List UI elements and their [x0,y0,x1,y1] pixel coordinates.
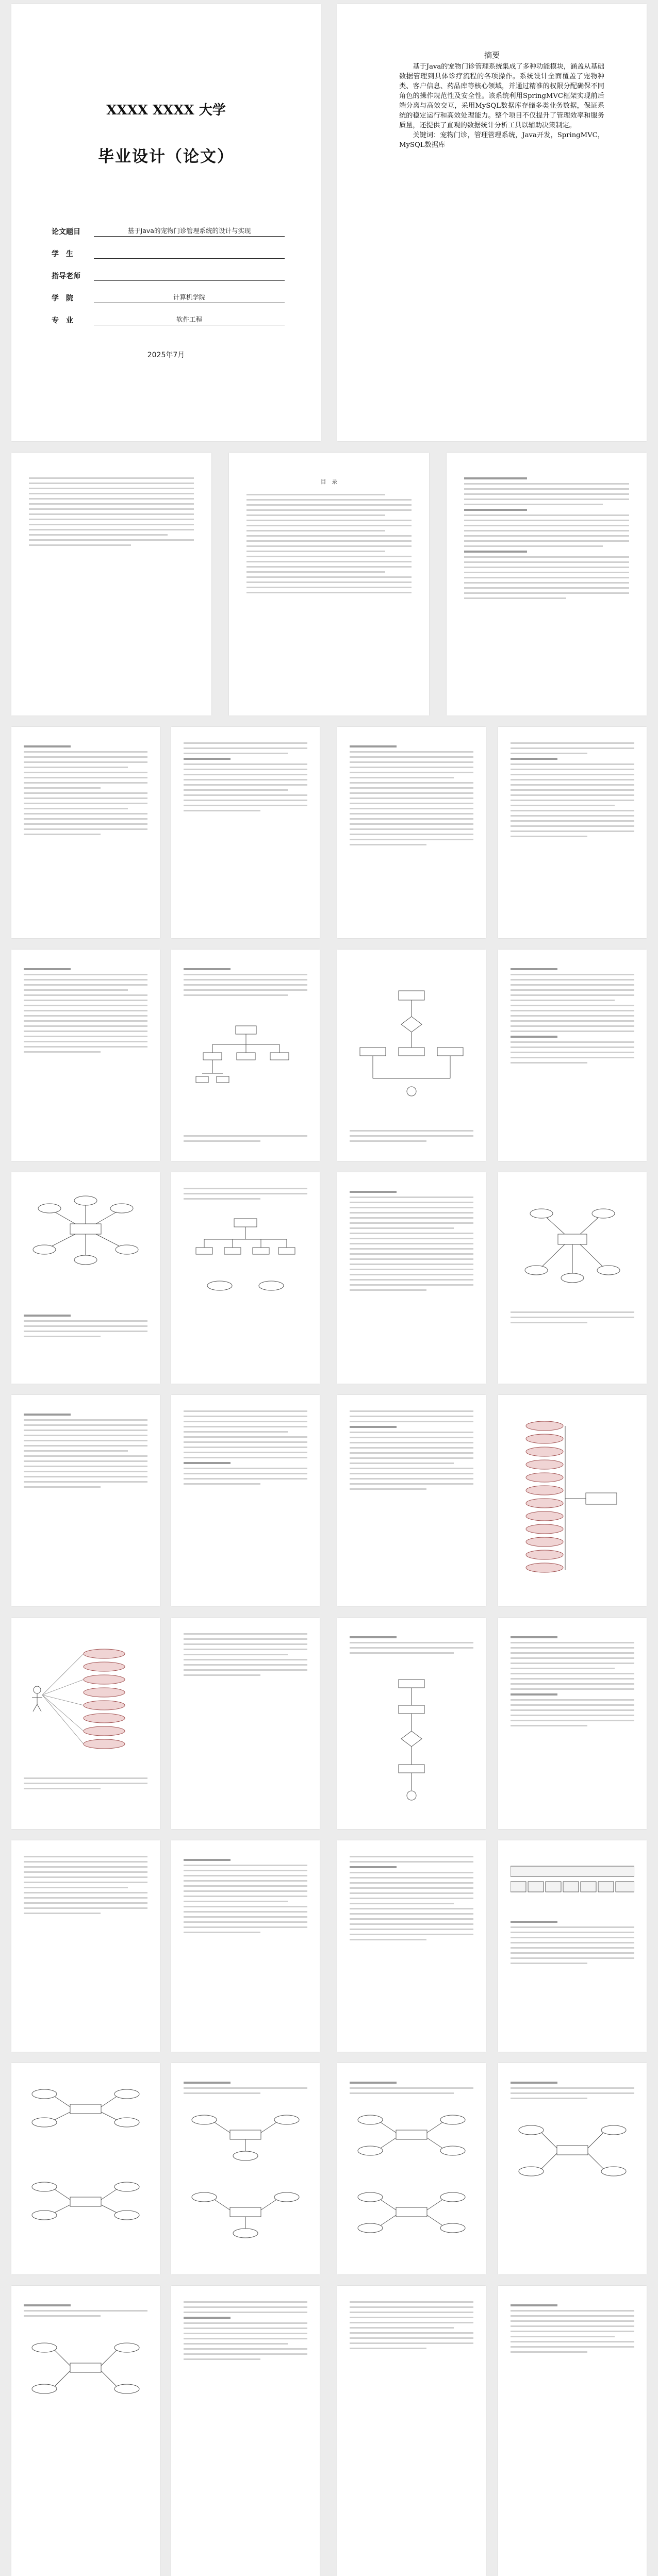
text-block [24,1777,147,1793]
cover-field-college [52,281,285,303]
content-page [171,2286,320,2576]
content-page [498,2286,647,2576]
cover-field-topic [52,214,285,237]
field-value [94,267,285,281]
text-block [350,1188,473,1294]
content-page [337,2286,486,2576]
field-value [94,245,285,259]
content-page [171,1395,320,1606]
content-page [498,950,647,1161]
field-label: 指导老师 [52,272,80,280]
field-label: 学 院 [52,294,73,303]
table-diagram [511,1861,634,1902]
content-page [498,727,647,938]
abstract-page [337,4,647,441]
entity-diagram [511,1193,634,1296]
abstract-body [399,62,604,150]
field-label: 学 生 [52,250,73,258]
text-block [350,2079,473,2098]
flow-diagram [381,1674,442,1808]
content-page [11,1395,160,1606]
text-block [350,2301,473,2353]
thesis-type-title: 毕业设计（论文） [98,147,234,166]
text-block [350,1633,473,1657]
cover-field-student [52,237,285,259]
field-value: 软件工程 [94,311,285,325]
abstract-en-page [11,453,211,716]
text-block [511,1918,634,1968]
entity-diagram [511,2115,634,2259]
content-page [171,1618,320,1829]
text-block [350,1410,473,1493]
diagram-page [498,1840,647,2052]
abstract-heading: 摘要 [484,51,500,60]
text-block [184,742,307,815]
diagram-page [11,1172,160,1384]
content-page [337,1395,486,1606]
text-block [24,742,147,839]
diagram-page [171,950,320,1161]
text-block [184,1188,307,1203]
hierarchy-diagram [508,1416,637,1586]
abstract-paragraph: 基于Java的宠物门诊管理系统集成了多种功能模块，涵盖从基础数据管理到具体诊疗流程的各项操作。系统设计全面覆盖了宠物种类、客户信息、药品库等核心领域，并通过精准的权限分配确保不同角色的操作规范性及安全性。该系统利用SpringMVC框架实现前后端分离与高效交互，采用MySQL数据库存储多类业务数据，保证系统的稳定运行和高效处理能力。整个项目不仅提升了管理效率和服务质量，还提供了直观的数据统计分析工具以辅助决策制定。 [399,63,604,129]
text-block [511,965,634,1067]
tree-diagram [192,1022,300,1125]
content-page [171,1840,320,2052]
content-page [337,727,486,938]
text-block [184,2079,307,2098]
text-block [350,1130,473,1145]
content-page [337,1172,486,1384]
text-block [184,965,307,1000]
diagram-page [11,1618,160,1829]
diagram-page [171,2063,320,2274]
text-block [184,1135,307,1145]
use-case-diagram [22,1643,151,1757]
text-block [350,742,473,849]
content-page [337,1840,486,2052]
university-name: XXXX XXXX 大学 [106,103,226,118]
text-block [29,477,194,550]
text-block [24,1856,147,1918]
text-block [24,1311,147,1341]
entity-diagram [184,2109,307,2254]
toc-list [246,494,412,597]
text-block [24,1410,147,1491]
content-page [11,1840,160,2052]
text-block [464,474,629,603]
text-block [350,1856,473,1944]
text-block [184,2301,307,2364]
diagram-page [337,950,486,1161]
diagram-page [498,1172,647,1384]
toc-page [229,453,429,716]
tree-diagram [189,1214,302,1317]
diagram-page [498,1395,647,1606]
cover-field-advisor [52,259,285,281]
content-page [498,1618,647,1829]
toc-heading: 目 录 [320,478,338,485]
diagram-page [337,1618,486,1829]
diagram-page [337,2063,486,2274]
text-block [511,1633,634,1730]
text-block [511,2079,634,2103]
diagram-page [171,1172,320,1384]
cover-page [11,4,321,441]
cover-info-table [52,214,285,325]
field-value: 计算机学院 [94,289,285,303]
field-label: 论文题目 [52,228,80,236]
text-block [511,2301,634,2356]
diagram-page [498,2063,647,2274]
content-page [11,727,160,938]
field-value: 基于Java的宠物门诊管理系统的设计与实现 [94,223,285,237]
content-page [11,950,160,1161]
diagram-page [11,2063,160,2274]
text-block [184,1410,307,1488]
intro-page [447,453,647,716]
text-block [184,1633,307,1680]
text-block [24,2301,147,2320]
content-page [171,727,320,938]
diagram-page [11,2286,160,2576]
cover-field-major [52,303,285,325]
text-block [24,965,147,1056]
entity-diagram [24,2079,147,2254]
text-block [184,1856,307,1937]
entity-diagram [350,2109,473,2254]
text-block [511,742,634,841]
entity-diagram [24,1188,147,1291]
abstract-keywords: 关键词：宠物门诊，管理管理系统，Java开发，SpringMVC，MySQL数据库 [399,131,604,149]
text-block [511,1311,634,1327]
entity-diagram [24,2332,147,2456]
cover-date: 2025年7月 [147,351,185,359]
flow-diagram [350,986,473,1104]
field-label: 专 业 [52,317,73,325]
